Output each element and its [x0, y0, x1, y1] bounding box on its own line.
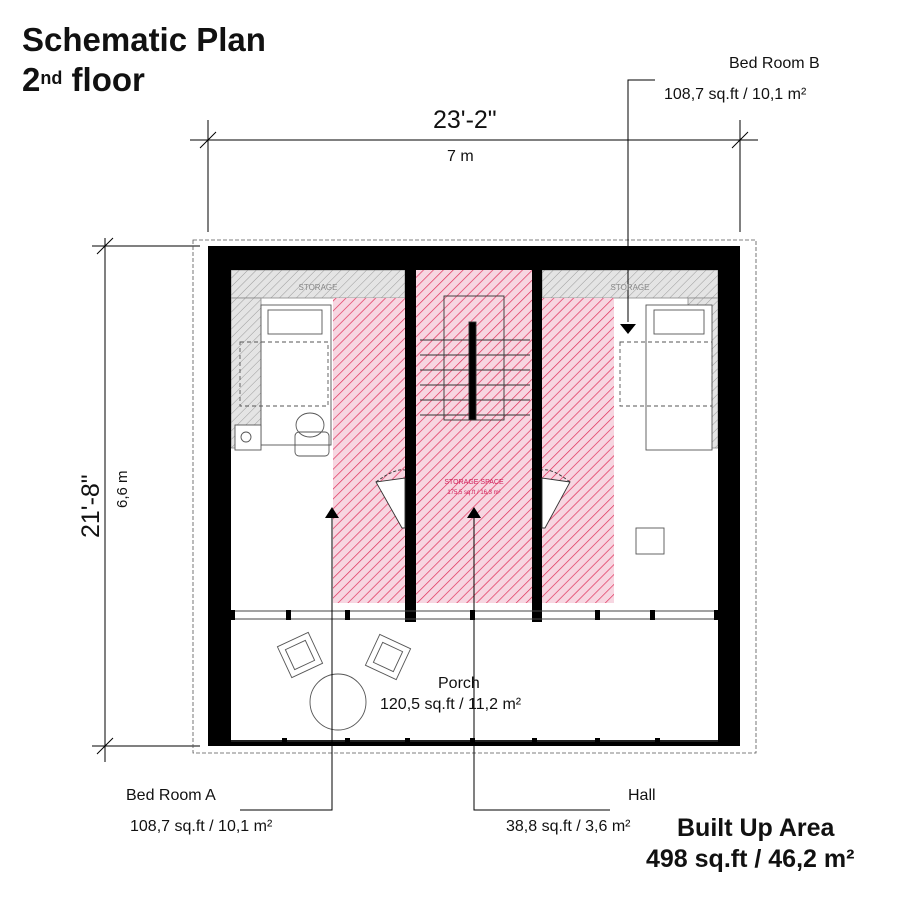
built-up-area-value: 498 sq.ft / 46,2 m²	[646, 845, 855, 873]
storage-space-name: STORAGE SPACE	[444, 479, 504, 486]
depth-dimension-line	[92, 238, 200, 762]
porch-name: Porch	[438, 675, 480, 692]
bed-bedroom-b	[620, 305, 712, 554]
porch-area: 120,5 sq.ft / 11,2 m²	[380, 696, 522, 713]
bedroom-a-area: 108,7 sq.ft / 10,1 m²	[130, 818, 273, 835]
title-line1: Schematic Plan	[22, 21, 266, 58]
width-metric-label: 7 m	[447, 148, 474, 165]
bedroom-b-area: 108,7 sq.ft / 10,1 m²	[664, 86, 807, 103]
depth-imperial-label: 21'-8"	[77, 474, 105, 538]
storage-label-left: STORAGE	[298, 283, 338, 292]
built-up-area-label: Built Up Area	[677, 814, 835, 842]
hall-name: Hall	[628, 787, 656, 804]
width-imperial-label: 23'-2"	[433, 106, 497, 134]
hall-area: 38,8 sq.ft / 3,6 m²	[506, 818, 631, 835]
storage-space-area: 175,5 sq.ft / 16,3 m²	[447, 490, 501, 496]
bedroom-a-name: Bed Room A	[126, 787, 216, 804]
width-dimension-line	[190, 120, 758, 232]
porch-furniture	[277, 632, 410, 730]
title-line2: 2nd floor	[22, 61, 145, 98]
depth-metric-label: 6,6 m	[114, 470, 131, 508]
bedroom-b-name: Bed Room B	[729, 55, 820, 72]
storage-label-right: STORAGE	[610, 283, 650, 292]
